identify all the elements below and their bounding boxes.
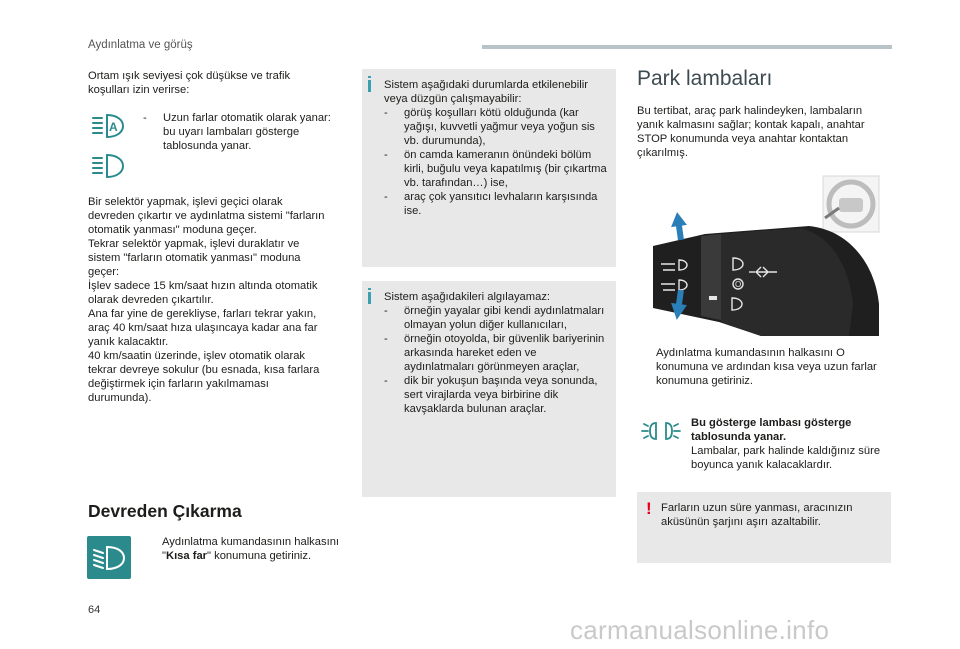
park-lights-step <box>637 346 893 388</box>
list-dash: - <box>384 107 388 119</box>
list-dash: - <box>384 191 388 203</box>
list-item-text: örneğin yayalar gibi kendi aydınlatmaları olmayan yolun diğer kullanıcıları, <box>404 305 605 331</box>
list-item-text: araç çok yansıtıcı levhaların karşısında ise. <box>404 191 598 217</box>
step-text-bold: Kısa far <box>165 550 208 562</box>
indicator-lamp-note <box>691 416 886 472</box>
auto-beam-bullet <box>143 111 333 153</box>
indicator-lamp-text: Lambalar, park halinde kaldığınız süre boyunca yanık kalacaklardır. <box>691 445 881 471</box>
park-step-text: Aydınlatma kumandasının halkasını O konumuna ve ardından kısa veya uzun farlar konumuna getiriniz. <box>656 347 877 387</box>
info-list <box>384 106 609 218</box>
selector-paragraph: Bir selektör yapmak, işlevi geçici olarak devreden çıkartır ve aydınlatma sistemi "farların otomatik yanması" moduna geçer. Tekrar selektör yapmak, işlevi duraklatır ve sistem "farların otomatik yanması" moduna geçer: İşlev sadece 15 km/saat hızın altında otomatik olarak devreden çıkartılır. Ana far yine de gerekliyse, farları tekrar yakın, araç 40 km/saat hıza ulaşıncaya kadar ana far yanık kalacaktır. 40 km/saatin üzerinde, işlev otomatik olarak tekrar devreye sokulur (bu esnada, kısa farlara değiştirmek için farların yakılmaması durumunda). <box>88 196 325 404</box>
info-icon <box>368 292 371 304</box>
deactivation-step <box>143 535 343 563</box>
list-item-text: örneğin otoyolda, bir güvenlik bariyerinin arkasında hareket eden ve aydınlatmaları görünmeyen araçlar, <box>404 333 605 373</box>
header-rule <box>482 45 892 49</box>
steering-wheel-thumbnail <box>823 176 879 232</box>
bullet-text: Uzun farlar otomatik olarak yanar: bu uyarı lambaları gösterge tablosunda yanar. <box>163 112 331 152</box>
info-box-lead: Sistem aşağıdaki durumlarda etkilenebilir veya düzgün çalışmayabilir: <box>384 79 588 105</box>
list-dash: - <box>384 375 388 387</box>
info-box-limitations <box>362 69 616 267</box>
list-item <box>384 374 609 416</box>
bullet-dash: - <box>143 112 147 124</box>
deactivation-step-text <box>162 535 343 563</box>
light-stalk-illustration <box>649 174 881 336</box>
info-box-lead: Sistem aşağıdakileri algılayamaz: <box>384 291 551 303</box>
high-beam-icon <box>90 152 132 180</box>
warning-box <box>637 492 891 563</box>
list-item-text: görüş koşulları kötü olduğunda (kar yağışı, kuvvetli yağmur veya yoğun sis vb. durumunda), <box>404 107 595 147</box>
page-number: 64 <box>88 604 101 616</box>
info-icon <box>368 80 371 92</box>
list-item <box>384 106 609 148</box>
step-text-post: " konumuna getiriniz. <box>207 550 312 562</box>
step-text-pre: Aydınlatma kumandasının halkasını " <box>162 536 340 562</box>
list-item-text: dik bir yokuşun başında veya sonunda, sert virajlarda veya birbirine dik kavşaklarda bulunan araçlar. <box>404 375 598 415</box>
indicator-lamp-bold: Bu gösterge lambası gösterge tablosunda yanar. <box>691 417 852 443</box>
info-box-detection <box>362 281 616 497</box>
list-dash: - <box>384 305 388 317</box>
park-lights-title: Park lambaları <box>637 67 773 90</box>
watermark: carmanualsonline.info <box>570 615 830 645</box>
list-item <box>384 304 609 332</box>
list-item <box>384 190 609 218</box>
list-dash: - <box>384 149 388 161</box>
svg-text:A: A <box>109 120 118 134</box>
list-item <box>384 148 609 190</box>
intro-paragraph: Ortam ışık seviyesi çok düşükse ve trafik koşulları izin verirse: <box>88 70 291 96</box>
auto-high-beam-icon <box>90 112 132 140</box>
warning-icon: ! <box>646 499 652 518</box>
stalk-label-o: O <box>735 280 742 289</box>
section-title: Aydınlatma ve görüş <box>88 39 193 51</box>
low-beam-icon <box>87 536 131 579</box>
list-dash: - <box>384 333 388 345</box>
list-item <box>384 332 609 374</box>
list-item-text: ön camda kameranın önündeki bölüm kirli, buğulu veya kapatılmış (bir çıkartma vb. tarafından…) ise, <box>404 149 607 189</box>
info-list <box>384 304 609 416</box>
park-lights-intro: Bu tertibat, araç park halindeyken, lambaların yanık kalmasını sağlar; kontak kapalı, anahtar STOP konumunda veya anahtar kontaktan çıkarılmış. <box>637 105 865 159</box>
warning-text: Farların uzun süre yanması, aracınızın aküsünün şarjını aşırı azaltabilir. <box>661 502 853 528</box>
deactivation-heading: Devreden Çıkarma <box>88 501 242 521</box>
parking-lights-icon <box>640 419 682 443</box>
